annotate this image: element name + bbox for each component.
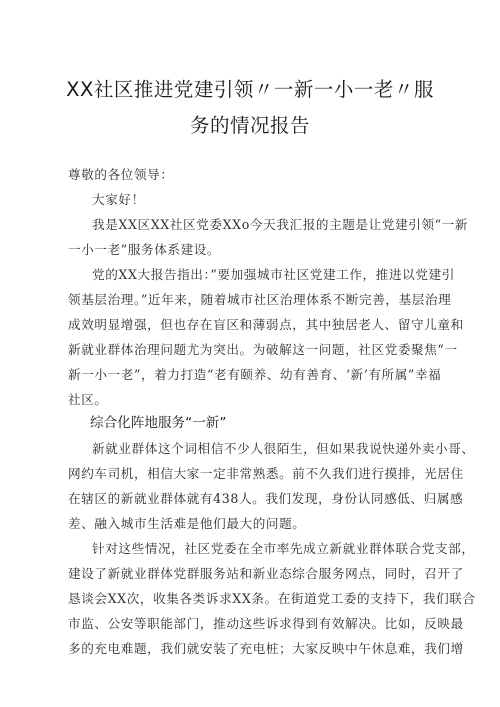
section-heading: 综合化阵地服务“一新” (90, 415, 227, 431)
paragraph-line: 领基层治理。”近年来，随着城市社区治理体系不断完善，基层治理 (68, 292, 452, 307)
paragraph-line: 差、融入城市生活难是他们最大的问题。 (68, 516, 306, 531)
document-title-line-1: XX社区推进党建引领〃一新一小一老〃服 (66, 78, 434, 101)
paragraph-line: 恳谈会XX次，收集各类诉求XX条。在街道党工委的支持下，我们联合 (68, 591, 476, 606)
paragraph-line: 我是XX区XX社区党委XXo今天我汇报的主题是让党建引领“一新 (92, 217, 469, 232)
paragraph-line: 网约车司机，相信大家一定非常熟悉。前不久我们进行摸排，光居住 (68, 466, 464, 481)
paragraph-line: 新就业群体这个词相信不少人很陌生，但如果我说快递外卖小哥、 (92, 441, 475, 456)
paragraph-line: 新一小一老”，着力打造“老有颐养、幼有善育、‘新’有所属”幸福 (68, 367, 442, 382)
paragraph-line: 党的XX大报告指出：”要加强城市社区党建工作，推进以党建引 (92, 267, 455, 282)
paragraph-line: 成效明显增强，但也存在盲区和薄弱点，其中独居老人、留守儿童和 (68, 317, 464, 332)
paragraph-line: 社区。 (68, 392, 108, 407)
paragraph-line: 新就业群体治理问题尤为突出。为破解这一问题，社区党委聚焦“一 (68, 342, 458, 357)
document-title-line-2: 务的情况报告 (189, 114, 310, 137)
paragraph-line: 多的充电难题，我们就安装了充电桩；大家反映中午休息难，我们增 (68, 641, 464, 656)
paragraph-line: 在辖区的新就业群体就有438人。我们发现，身份认同感低、归属感 (68, 491, 464, 506)
paragraph-line: 市监、公安等职能部门，推动这些诉求得到有效解决。比如，反映最 (68, 616, 464, 631)
salutation: 尊敬的各位领导： (68, 167, 174, 182)
paragraph-line: 针对这些情况，社区党委在全市率先成立新就业群体联合党支部， (92, 541, 475, 556)
paragraph-line: 一小一老”服务体系建设。 (68, 242, 221, 257)
greeting: 大家好！ (92, 192, 145, 207)
paragraph-line: 建设了新就业群体党群服务站和新业态综合服务网点，同时，召开了 (68, 566, 464, 581)
